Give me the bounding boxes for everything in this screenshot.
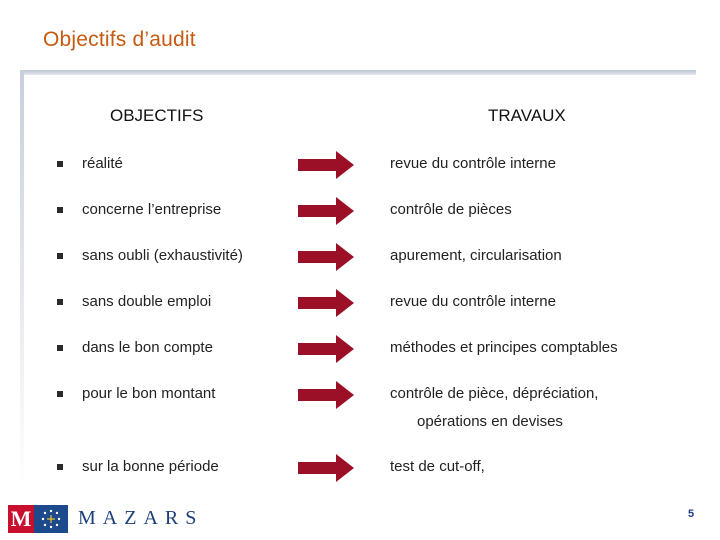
column-header-objectifs: OBJECTIFS <box>110 106 204 125</box>
travaux-text: contrôle de pièce, dépréciation, <box>390 385 599 402</box>
mazars-logo <box>8 505 204 533</box>
objectif-text: pour le bon montant <box>82 385 216 402</box>
objectif-text: dans le bon compte <box>82 339 213 356</box>
square-bullet-icon <box>57 253 63 259</box>
right-arrow-icon <box>298 242 356 272</box>
table-row <box>0 456 720 482</box>
travaux-text-continued: opérations en devises <box>417 413 563 430</box>
square-bullet-icon <box>57 299 63 305</box>
travaux-text: revue du contrôle interne <box>390 293 556 310</box>
logo-star-icon <box>34 505 68 533</box>
travaux-text: revue du contrôle interne <box>390 155 556 172</box>
table-row <box>0 245 720 271</box>
travaux-text: test de cut-off, <box>390 458 485 475</box>
frame-top-border <box>20 70 696 75</box>
logo-wordmark: MAZARS <box>78 507 204 529</box>
square-bullet-icon <box>57 345 63 351</box>
objectif-text: réalité <box>82 155 123 172</box>
table-row <box>0 383 720 409</box>
right-arrow-icon <box>298 380 356 410</box>
table-row <box>0 337 720 363</box>
table-row <box>0 153 720 179</box>
logo-letter: M <box>8 505 34 533</box>
right-arrow-icon <box>298 150 356 180</box>
objectif-text: sans double emploi <box>82 293 212 310</box>
travaux-text: apurement, circularisation <box>390 247 562 264</box>
right-arrow-icon <box>298 334 356 364</box>
right-arrow-icon <box>298 196 356 226</box>
slide-title: Objectifs d’audit <box>43 28 196 51</box>
table-row <box>0 291 720 317</box>
travaux-text: méthodes et principes comptables <box>390 339 618 356</box>
travaux-text: contrôle de pièces <box>390 201 512 218</box>
frame-left-border <box>20 70 24 490</box>
objectif-text: sur la bonne période <box>82 458 219 475</box>
objectif-text: concerne l’entreprise <box>82 201 222 218</box>
right-arrow-icon <box>298 453 356 483</box>
objectif-text: sans oubli (exhaustivité) <box>82 247 243 264</box>
square-bullet-icon <box>57 161 63 167</box>
square-bullet-icon <box>57 207 63 213</box>
square-bullet-icon <box>57 391 63 397</box>
column-header-travaux: TRAVAUX <box>488 106 566 125</box>
square-bullet-icon <box>57 464 63 470</box>
table-row <box>0 199 720 225</box>
page-number: 5 <box>688 508 695 520</box>
right-arrow-icon <box>298 288 356 318</box>
